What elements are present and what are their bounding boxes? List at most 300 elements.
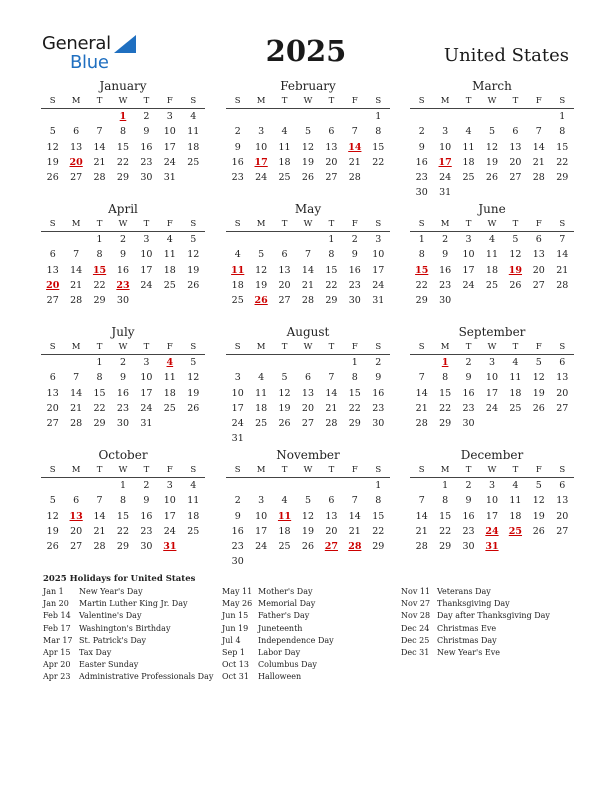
weekday-label: F: [535, 465, 542, 475]
week-row: [226, 355, 390, 370]
week-row: [226, 155, 390, 170]
calendar-day: 8: [119, 126, 126, 138]
holiday-name: Father's Day: [258, 611, 310, 621]
calendar-day: 19: [46, 156, 59, 168]
empty-day: [504, 293, 527, 308]
calendar-day: 22: [556, 156, 569, 168]
calendar-day: 25: [187, 156, 200, 168]
weekday-label: T: [328, 342, 335, 352]
calendar-day: 14: [348, 510, 361, 522]
week-row: [41, 539, 205, 554]
calendar-day: 8: [442, 495, 449, 507]
calendar-day: 7: [351, 126, 358, 138]
calendar-day: 17: [140, 264, 153, 276]
calendar-day: 27: [278, 295, 291, 307]
calendar-day: 4: [166, 234, 173, 245]
calendar-day: 31: [439, 187, 452, 199]
holiday-item: [43, 623, 223, 635]
calendar-day: 10: [231, 387, 244, 399]
calendar-day: 4: [281, 126, 288, 138]
weekday-label: F: [351, 219, 358, 229]
calendar-day: 5: [304, 495, 311, 507]
weekday-label: T: [465, 465, 472, 475]
calendar-day: 30: [415, 187, 428, 199]
holiday-item: [401, 635, 581, 647]
empty-day: [158, 293, 181, 308]
calendar-day: 11: [485, 249, 499, 261]
calendar-day: 23: [439, 279, 452, 291]
empty-day: [367, 554, 390, 569]
week-row: [410, 247, 574, 262]
calendar-day: 27: [556, 402, 569, 414]
empty-day: [296, 431, 319, 446]
weekday-label: W: [487, 219, 497, 229]
calendar-day: 23: [462, 525, 475, 537]
empty-day: [41, 232, 64, 247]
calendar-day: 16: [439, 264, 452, 276]
calendar-day: 11: [187, 495, 200, 507]
logo-text-general: General: [42, 33, 111, 54]
week-row: [41, 524, 205, 539]
month-september: [410, 324, 574, 431]
calendar-day: 23: [415, 172, 428, 184]
holiday-date: Nov 27: [401, 599, 431, 609]
weekday-label: M: [256, 465, 266, 475]
calendar-day: 9: [234, 510, 241, 522]
empty-day: [480, 416, 503, 431]
calendar-day: 23: [231, 172, 244, 184]
weekday-header: [41, 463, 205, 478]
weekday-label: S: [418, 219, 425, 229]
empty-day: [273, 109, 296, 124]
calendar-day: 19: [532, 387, 545, 399]
calendar-day: 20: [70, 525, 83, 537]
week-row: [41, 263, 205, 278]
weekday-label: T: [143, 465, 150, 475]
holiday-name: Administrative Professionals Day: [79, 672, 214, 682]
calendar-day: 5: [304, 126, 311, 138]
calendar-day: 22: [415, 279, 428, 291]
calendar-day: 23: [140, 525, 153, 537]
calendar-day: 3: [143, 357, 150, 368]
holiday-item: [401, 598, 581, 610]
calendar-day: 10: [140, 249, 153, 261]
weekday-label: M: [256, 342, 266, 352]
holiday-name: Tax Day: [79, 647, 112, 657]
calendar-day: 22: [93, 279, 106, 291]
calendar-day: 17: [485, 510, 499, 522]
calendar-day: 15: [556, 141, 569, 153]
empty-day: [273, 554, 296, 569]
month-february: [226, 78, 390, 185]
calendar-day: 25: [485, 279, 499, 291]
calendar-day: 17: [372, 264, 385, 276]
calendar-day: 27: [46, 418, 59, 430]
holiday-item: [401, 610, 581, 622]
weekday-label: T: [465, 219, 472, 229]
weekday-label: S: [559, 342, 566, 352]
calendar-day: 22: [325, 279, 338, 291]
week-row: [226, 401, 390, 416]
calendar-day: 28: [532, 172, 545, 184]
holiday-name: Mother's Day: [258, 587, 313, 596]
calendar-day: 15: [116, 510, 130, 522]
calendar-day: 23: [372, 402, 385, 414]
calendar-day: 24: [140, 402, 153, 414]
calendar-day: 29: [116, 541, 130, 553]
month-name: October: [98, 448, 148, 462]
calendar-day: 7: [418, 495, 425, 507]
calendar-day: 11: [187, 126, 200, 138]
calendar-day: 13: [46, 387, 59, 399]
calendar-day: 24: [439, 172, 452, 184]
calendar-year: 2025: [265, 34, 347, 68]
calendar-day: 31: [231, 433, 244, 445]
calendar-day: 20: [532, 264, 545, 276]
week-row: [41, 355, 205, 370]
calendar-day: 5: [512, 234, 519, 245]
calendar-day: 21: [301, 279, 315, 291]
weekday-label: S: [190, 219, 197, 229]
calendar-day: 23: [462, 402, 475, 414]
holiday-name: Memorial Day: [258, 599, 316, 609]
page-header: [0, 0, 612, 80]
calendar-day: 18: [278, 525, 291, 537]
calendar-day: 14: [415, 387, 428, 399]
calendar-day: 25: [462, 172, 475, 184]
calendar-day: 12: [187, 249, 200, 261]
calendar-day: 9: [143, 126, 150, 138]
week-row: [410, 155, 574, 170]
week-row: [226, 539, 390, 554]
calendar-day: 31: [163, 172, 176, 184]
weekday-label: M: [256, 96, 266, 106]
week-row: [41, 509, 205, 524]
calendar-day: 9: [375, 372, 382, 384]
calendar-day: 6: [73, 126, 80, 138]
weekday-label: W: [487, 96, 497, 106]
weekday-label: S: [234, 219, 241, 229]
calendar-day: 13: [46, 264, 59, 276]
weekday-label: M: [256, 219, 266, 229]
holiday-item: [401, 623, 581, 635]
calendar-day: 6: [328, 126, 335, 138]
calendar-day: 8: [375, 126, 382, 138]
calendar-day: 28: [415, 541, 428, 553]
calendar-day: 21: [70, 279, 83, 291]
calendar-day: 28: [325, 418, 338, 430]
calendar-day: 3: [375, 234, 382, 245]
calendar-day: 7: [96, 495, 103, 507]
holiday-name: Independence Day: [258, 635, 334, 645]
calendar-day: 4: [465, 126, 472, 138]
weekday-label: S: [234, 342, 241, 352]
week-row: [41, 386, 205, 401]
calendar-day: 26: [187, 279, 200, 291]
empty-day: [41, 355, 64, 370]
holiday-date: Jun 15: [222, 611, 249, 621]
empty-day: [296, 232, 319, 247]
calendar-day: 7: [73, 372, 80, 384]
empty-day: [41, 478, 64, 493]
calendar-day: 21: [325, 402, 338, 414]
holiday-item: [222, 598, 402, 610]
holiday-item: [43, 647, 223, 659]
calendar-day: 7: [328, 372, 335, 384]
calendar-day: 15: [116, 141, 130, 153]
week-row: [410, 509, 574, 524]
weekday-label: M: [71, 342, 81, 352]
calendar-day: 30: [231, 556, 244, 568]
empty-day: [527, 185, 550, 200]
calendar-day: 21: [532, 156, 545, 168]
calendar-day: 4: [190, 111, 197, 122]
calendar-day: 24: [231, 418, 244, 430]
calendar-day: 12: [46, 141, 59, 153]
calendar-day: 5: [190, 234, 197, 245]
holiday-name: Valentine's Day: [79, 611, 142, 621]
weekday-label: T: [465, 342, 472, 352]
calendar-day: 12: [46, 510, 59, 522]
weekday-label: S: [49, 96, 56, 106]
holiday-day: 27: [324, 541, 339, 553]
week-row: [410, 386, 574, 401]
week-row: [226, 263, 390, 278]
holiday-date: Dec 25: [401, 635, 430, 645]
calendar-day: 12: [187, 372, 200, 384]
calendar-day: 20: [278, 279, 291, 291]
calendar-day: 5: [535, 480, 542, 491]
calendar-day: 26: [46, 541, 59, 553]
holiday-item: [222, 610, 402, 622]
calendar-day: 18: [509, 387, 522, 399]
calendar-day: 20: [325, 156, 338, 168]
calendar-day: 15: [372, 510, 385, 522]
weekday-label: S: [418, 342, 425, 352]
calendar-day: 22: [439, 525, 452, 537]
empty-day: [343, 431, 366, 446]
empty-day: [480, 109, 503, 124]
empty-day: [64, 355, 87, 370]
weekday-label: S: [49, 219, 56, 229]
weekday-label: W: [487, 465, 497, 475]
calendar-day: 10: [485, 372, 499, 384]
calendar-day: 17: [462, 264, 475, 276]
month-name: January: [99, 79, 147, 93]
month-august: [226, 324, 390, 447]
calendar-day: 29: [348, 418, 361, 430]
calendar-day: 22: [93, 402, 106, 414]
calendar-day: 4: [234, 249, 241, 261]
empty-day: [296, 355, 319, 370]
holiday-date: Sep 1: [222, 647, 245, 657]
calendar-day: 2: [234, 495, 241, 507]
calendar-day: 28: [348, 172, 361, 184]
month-december: [410, 447, 574, 554]
calendar-day: 30: [116, 418, 130, 430]
holiday-day: 17: [254, 156, 268, 168]
empty-day: [182, 293, 205, 308]
weekday-label: S: [49, 342, 56, 352]
empty-day: [410, 355, 433, 370]
holiday-name: Washington's Birthday: [79, 623, 171, 633]
week-row: [226, 524, 390, 539]
holiday-name: Veterans Day: [437, 587, 491, 596]
empty-day: [296, 109, 319, 124]
calendar-day: 29: [116, 172, 130, 184]
week-row: [410, 124, 574, 139]
empty-day: [64, 109, 87, 124]
empty-day: [249, 478, 272, 493]
calendar-day: 14: [93, 141, 106, 153]
holiday-day: 24: [485, 525, 499, 537]
calendar-day: 1: [442, 480, 449, 491]
month-april: [41, 201, 205, 308]
weekday-label: F: [535, 96, 542, 106]
calendar-day: 3: [442, 126, 449, 138]
calendar-day: 25: [509, 402, 522, 414]
holiday-date: Dec 24: [401, 623, 430, 633]
calendar-day: 29: [415, 295, 428, 307]
holiday-name: Juneteenth: [258, 623, 303, 633]
calendar-day: 20: [325, 525, 338, 537]
calendar-day: 13: [509, 141, 522, 153]
calendar-day: 10: [255, 141, 268, 153]
calendar-day: 3: [258, 126, 265, 138]
week-row: [410, 278, 574, 293]
week-row: [410, 401, 574, 416]
weekday-label: S: [375, 96, 382, 106]
calendar-day: 28: [70, 418, 83, 430]
calendar-day: 8: [559, 126, 566, 138]
holiday-date: Jan 1: [43, 587, 64, 596]
weekday-label: T: [96, 465, 103, 475]
month-may: [226, 201, 390, 308]
calendar-day: 18: [187, 141, 200, 153]
holiday-day: 20: [46, 279, 60, 291]
weekday-label: T: [143, 96, 150, 106]
week-row: [41, 170, 205, 185]
calendar-day: 13: [556, 495, 569, 507]
calendar-day: 9: [143, 495, 150, 507]
empty-day: [504, 539, 527, 554]
weekday-label: S: [234, 96, 241, 106]
week-row: [410, 493, 574, 508]
week-row: [410, 416, 574, 431]
calendar-day: 18: [509, 510, 522, 522]
weekday-label: S: [190, 465, 197, 475]
empty-day: [457, 293, 480, 308]
calendar-day: 6: [559, 480, 566, 491]
holiday-name: Day after Thanksgiving Day: [437, 611, 550, 621]
empty-day: [226, 355, 249, 370]
holiday-item: [222, 659, 402, 671]
calendar-day: 15: [439, 510, 452, 522]
calendar-day: 29: [439, 541, 452, 553]
calendar-day: 3: [143, 234, 150, 245]
empty-day: [41, 109, 64, 124]
empty-day: [343, 478, 366, 493]
calendar-day: 9: [351, 249, 358, 261]
holiday-day: 31: [485, 541, 499, 553]
holiday-name: New Year's Eve: [437, 647, 500, 657]
holiday-item: [401, 586, 581, 598]
weekday-header: [41, 217, 205, 232]
weekday-label: T: [328, 465, 335, 475]
weekday-label: S: [375, 465, 382, 475]
calendar-day: 2: [465, 480, 472, 491]
weekday-label: S: [49, 465, 56, 475]
holiday-item: [222, 647, 402, 659]
weekday-label: S: [234, 465, 241, 475]
week-row: [41, 293, 205, 308]
calendar-day: 28: [556, 279, 569, 291]
calendar-day: 24: [372, 279, 385, 291]
calendar-day: 3: [488, 357, 495, 368]
calendar-day: 25: [278, 172, 291, 184]
empty-day: [273, 431, 296, 446]
holiday-item: [43, 586, 223, 598]
holiday-date: May 11: [222, 587, 253, 596]
weekday-header: [41, 94, 205, 109]
calendar-day: 31: [140, 418, 153, 430]
weekday-label: W: [303, 465, 313, 475]
calendar-day: 18: [462, 156, 475, 168]
calendar-day: 2: [119, 234, 126, 245]
calendar-day: 20: [46, 402, 59, 414]
holiday-day: 15: [415, 264, 429, 276]
weekday-label: F: [535, 342, 542, 352]
holiday-item: [222, 623, 402, 635]
empty-day: [480, 293, 503, 308]
empty-day: [480, 185, 503, 200]
weekday-header: [410, 94, 574, 109]
holiday-name: Christmas Eve: [437, 623, 497, 633]
empty-day: [343, 554, 366, 569]
empty-day: [320, 109, 343, 124]
calendar-day: 12: [485, 141, 499, 153]
holiday-date: Nov 11: [401, 587, 431, 596]
weekday-label: T: [512, 465, 519, 475]
empty-day: [320, 431, 343, 446]
calendar-day: 6: [535, 234, 542, 245]
empty-day: [410, 478, 433, 493]
week-row: [226, 386, 390, 401]
holiday-name: Halloween: [258, 672, 302, 682]
calendar-day: 3: [258, 495, 265, 507]
calendar-day: 7: [304, 249, 311, 261]
calendar-day: 26: [485, 172, 499, 184]
calendar-day: 10: [462, 249, 475, 261]
calendar-day: 23: [140, 156, 153, 168]
calendar-day: 12: [532, 372, 545, 384]
holiday-day: 17: [438, 156, 452, 168]
calendar-day: 10: [485, 495, 499, 507]
calendar-day: 9: [119, 249, 126, 261]
month-name: December: [460, 448, 524, 462]
calendar-day: 19: [301, 156, 315, 168]
week-row: [410, 478, 574, 493]
calendar-day: 20: [301, 402, 315, 414]
week-row: [226, 140, 390, 155]
calendar-day: 30: [462, 418, 475, 430]
weekday-label: T: [328, 96, 335, 106]
holiday-date: May 26: [222, 599, 253, 609]
calendar-day: 3: [465, 234, 472, 245]
calendar-day: 11: [278, 141, 291, 153]
calendar-day: 30: [372, 418, 385, 430]
calendar-day: 7: [559, 234, 566, 245]
